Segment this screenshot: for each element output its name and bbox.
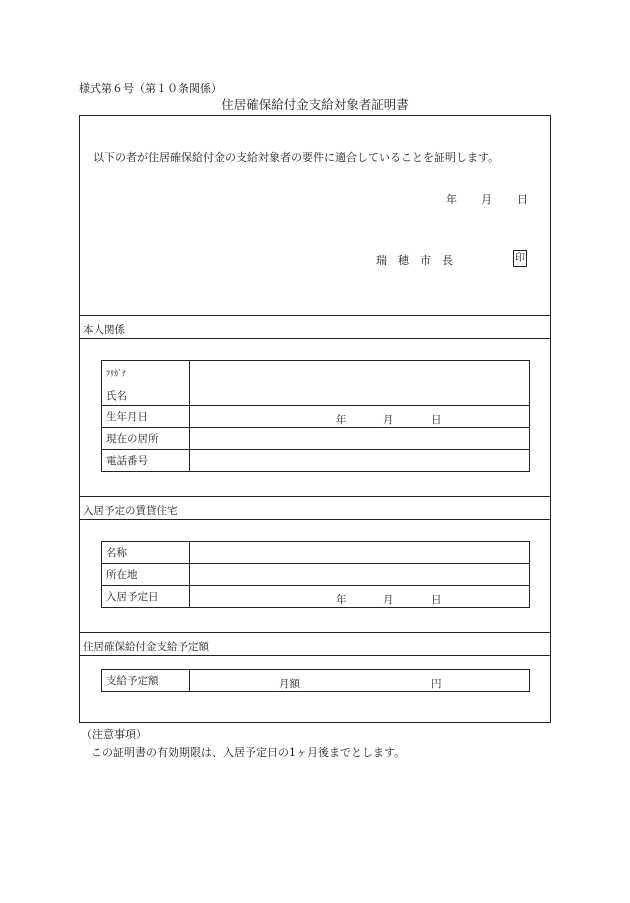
phone-field[interactable]: [190, 450, 530, 472]
cert-date-year: 年: [446, 193, 457, 206]
housing-name-field[interactable]: [190, 542, 530, 564]
birthdate-year: 年: [336, 414, 347, 426]
cert-date-month: 月: [481, 193, 492, 206]
move-in-date-label: 入居予定日: [102, 586, 190, 608]
birthdate-day: 日: [431, 414, 442, 426]
move-in-year: 年: [336, 594, 347, 606]
table-row: [102, 542, 530, 564]
certificate-frame: [79, 115, 551, 723]
move-in-date-field[interactable]: [190, 586, 530, 608]
housing-location-field[interactable]: [190, 564, 530, 586]
table-row: [102, 564, 530, 586]
monthly-label: 月額: [279, 678, 300, 690]
seal-mark: 印: [513, 250, 527, 267]
name-label: 氏名: [106, 390, 127, 402]
divider: [80, 655, 550, 656]
divider: [80, 338, 550, 339]
table-row: [102, 428, 530, 450]
yen-label: 円: [431, 678, 442, 690]
divider: [80, 632, 550, 633]
table-row: [102, 406, 530, 428]
form-number: 様式第６号（第１０条関係）: [79, 82, 222, 95]
amount-table: [101, 669, 530, 692]
birthdate-label: 生年月日: [102, 406, 190, 428]
name-label-cell: [102, 361, 190, 406]
table-row: [102, 586, 530, 608]
housing-name-label: 名称: [102, 542, 190, 564]
phone-label: 電話番号: [102, 450, 190, 472]
table-row: [102, 450, 530, 472]
address-field[interactable]: [190, 428, 530, 450]
birthdate-field[interactable]: [190, 406, 530, 428]
document-title: 住居確保給付金支給対象者証明書: [221, 97, 409, 112]
cert-date-day: 日: [517, 193, 528, 206]
amount-field[interactable]: [190, 670, 530, 692]
section-housing-label: 入居予定の賃貸住宅: [83, 505, 178, 517]
move-in-month: 月: [383, 594, 394, 606]
housing-location-label: 所在地: [102, 564, 190, 586]
address-label: 現在の居所: [102, 428, 190, 450]
section-amount-label: 住居確保給付金支給予定額: [83, 641, 209, 653]
name-field[interactable]: [190, 361, 530, 406]
table-row: [102, 361, 530, 406]
divider: [80, 315, 550, 316]
divider: [80, 496, 550, 497]
birthdate-month: 月: [383, 414, 394, 426]
notes-body: この証明書の有効期限は、入居予定日の1ヶ月後までとします。: [91, 746, 406, 759]
mayor-title: 瑞 穂 市 長: [376, 254, 453, 267]
table-row: [102, 670, 530, 692]
person-table: [101, 360, 530, 472]
certification-statement: 以下の者が住居確保給付金の支給対象者の要件に適合していることを証明します。: [93, 151, 500, 164]
section-person-label: 本人関係: [83, 324, 125, 336]
move-in-day: 日: [431, 594, 442, 606]
housing-table: [101, 541, 530, 608]
amount-label: 支給予定額: [102, 670, 190, 692]
divider: [80, 519, 550, 520]
notes-heading: （注意事項）: [81, 728, 147, 741]
furigana-label: ﾌﾘｶﾞﾅ: [106, 369, 126, 378]
